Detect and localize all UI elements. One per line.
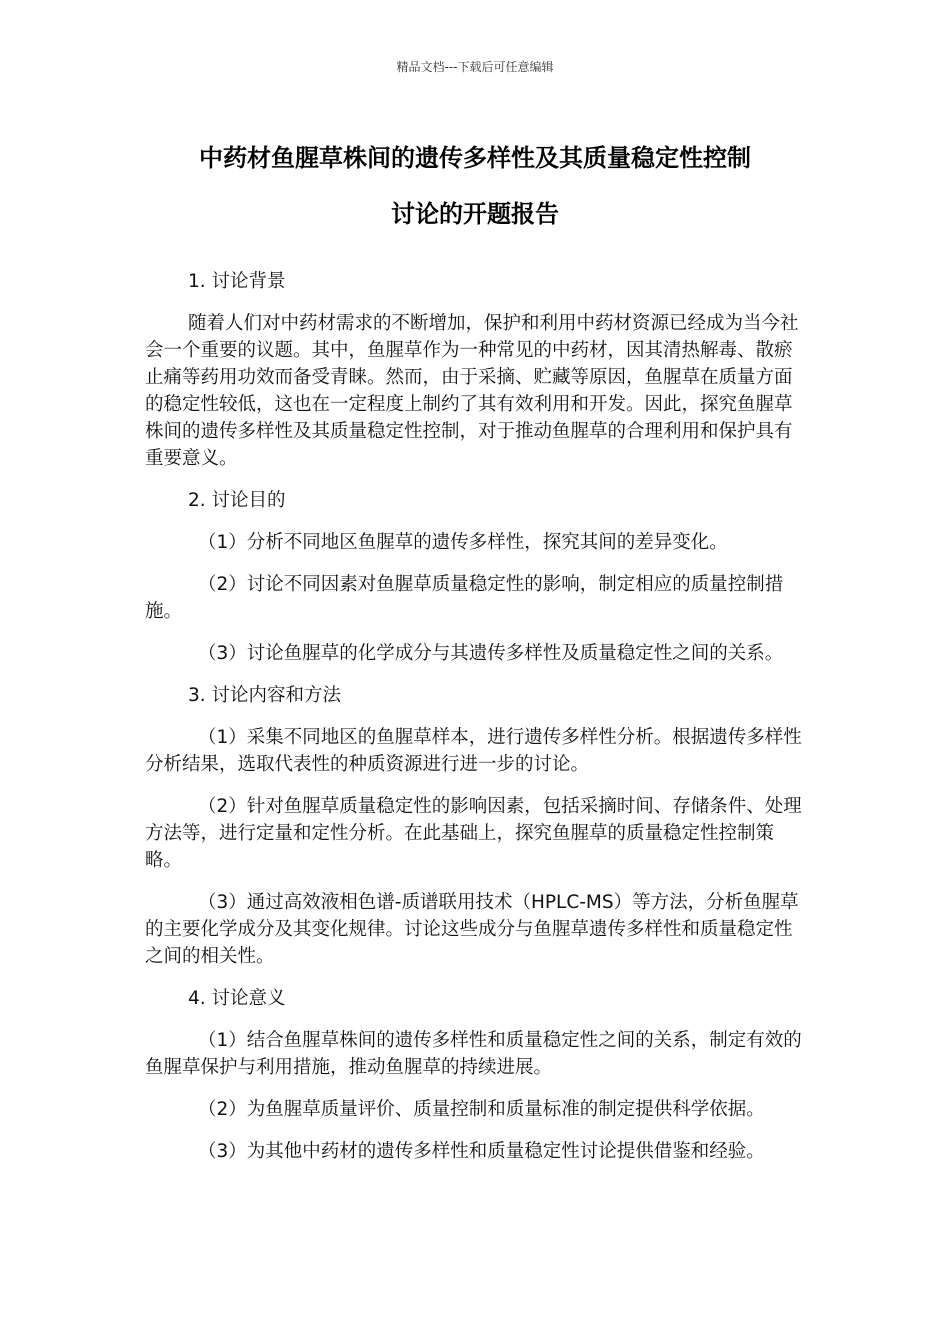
- section-background: [145, 268, 810, 472]
- list-item: （1）分析不同地区鱼腥草的遗传多样性，探究其间的差异变化。: [198, 532, 728, 553]
- body-paragraph: 随着人们对中药材需求的不断增加，保护和利用中药材资源已经成为当今社会一个重要的议题。其中，鱼腥草作为一种常见的中药材，因其清热解毒、散瘀止痛等药用功效而备受青睐。然而，由于采摘、贮藏等原因，鱼腥草在质量方面的稳定性较低，这也在一定程度上制约了其有效利用和开发。因此，探究鱼腥草株间的遗传多样性及其质量稳定性控制，对于推动鱼腥草的合理利用和保护具有重要意义。: [145, 313, 799, 469]
- list-item: （2）讨论不同因素对鱼腥草质量稳定性的影响，制定相应的质量控制措施。: [145, 574, 784, 622]
- list-item: （3）通过高效液相色谱-质谱联用技术（HPLC-MS）等方法，分析鱼腥草的主要化学成分及其变化规律。讨论这些成分与鱼腥草遗传多样性和质量稳定性之间的相关性。: [145, 892, 799, 967]
- section-heading: 3. 讨论内容和方法: [188, 685, 342, 706]
- watermark-text: 精品文档---下载后可任意编辑: [396, 60, 554, 74]
- document-title-line-2: 讨论的开题报告: [391, 200, 559, 228]
- list-item: （1）采集不同地区的鱼腥草样本，进行遗传多样性分析。根据遗传多样性分析结果，选取代表性的种质资源进行进一步的讨论。: [145, 727, 802, 775]
- section-content-methods: [145, 682, 810, 970]
- section-significance: [145, 985, 810, 1165]
- list-item: （3）讨论鱼腥草的化学成分与其遗传多样性及质量稳定性之间的关系。: [198, 643, 784, 664]
- document-title-line-1: 中药材鱼腥草株间的遗传多样性及其质量稳定性控制: [199, 144, 751, 172]
- list-item: （1）结合鱼腥草株间的遗传多样性和质量稳定性之间的关系，制定有效的鱼腥草保护与利用措施，推动鱼腥草的持续进展。: [145, 1030, 802, 1078]
- section-objectives: [145, 487, 810, 667]
- list-item: （3）为其他中药材的遗传多样性和质量稳定性讨论提供借鉴和经验。: [198, 1141, 765, 1162]
- section-heading: 2. 讨论目的: [188, 490, 286, 511]
- document-body: [145, 268, 810, 1180]
- list-item: （2）为鱼腥草质量评价、质量控制和质量标准的制定提供科学依据。: [198, 1099, 765, 1120]
- list-item: （2）针对鱼腥草质量稳定性的影响因素，包括采摘时间、存储条件、处理方法等，进行定量和定性分析。在此基础上，探究鱼腥草的质量稳定性控制策略。: [145, 796, 802, 871]
- section-heading: 1. 讨论背景: [188, 271, 286, 292]
- section-heading: 4. 讨论意义: [188, 988, 286, 1009]
